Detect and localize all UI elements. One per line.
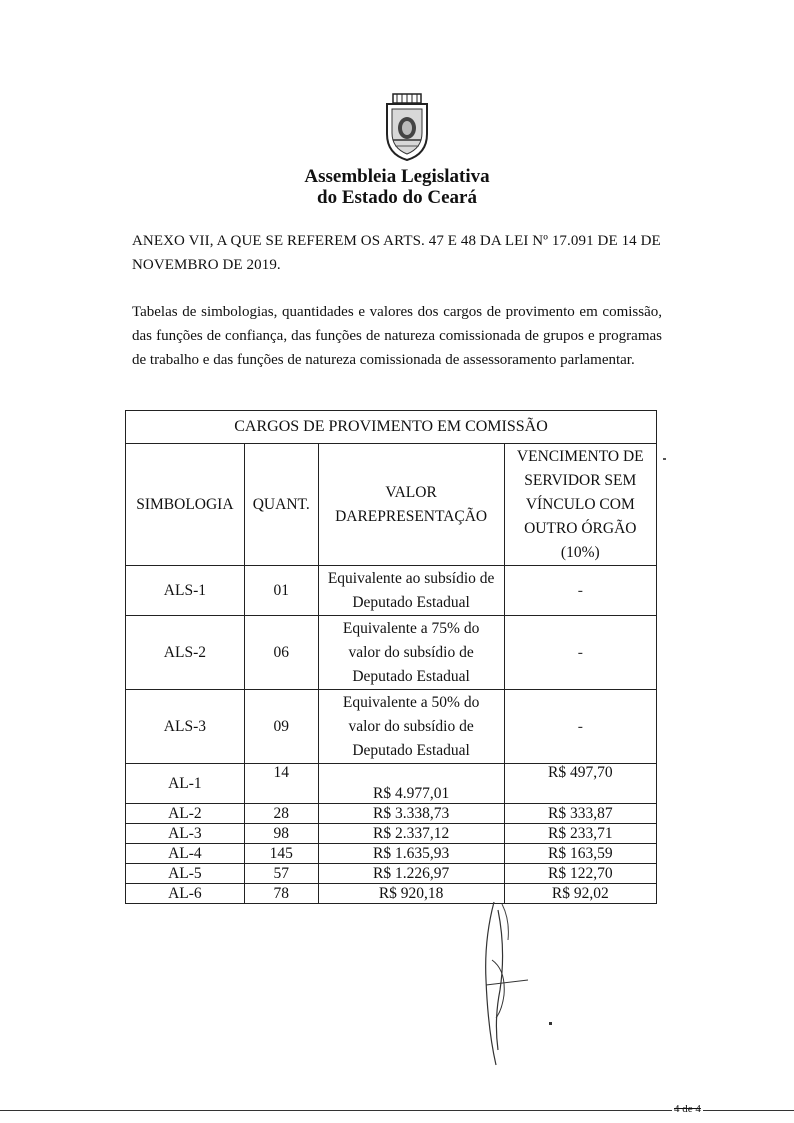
cell-valor: R$ 1.226,97 [318,864,504,884]
cell-simbologia: AL-3 [126,824,245,844]
col-header-vencimento: VENCIMENTO DE SERVIDOR SEM VÍNCULO COM OUTRO ÓRGÃO (10%) [504,444,656,566]
page-number: 4 de 4 [674,1103,701,1115]
cell-valor: Equivalente ao subsídio de Deputado Estadual [318,566,504,616]
cell-vencimento: - [504,566,656,616]
table-row [126,566,657,616]
cell-valor: Equivalente a 75% do valor do subsídio de Deputado Estadual [318,616,504,690]
cell-quant: 09 [244,690,318,764]
cell-vencimento: R$ 122,70 [504,864,656,884]
cell-quant: 145 [244,844,318,864]
cell-simbologia: AL-4 [126,844,245,864]
annex-title: ANEXO VII, A QUE SE REFEREM OS ARTS. 47 E 48 DA LEI Nº 17.091 DE 14 DE NOVEMBRO DE 2019. [132,233,661,273]
cell-quant: 01 [244,566,318,616]
org-name-line1: Assembleia Legislativa [304,166,490,187]
cell-simbologia: ALS-2 [126,616,245,690]
cell-quant: 14 [244,764,318,804]
cell-simbologia: AL-2 [126,804,245,824]
cell-vencimento: R$ 92,02 [504,884,656,904]
col-header-quant: QUANT. [244,444,318,566]
cell-vencimento: R$ 233,71 [504,824,656,844]
table-row [126,884,657,904]
table-row [126,804,657,824]
cell-valor: R$ 1.635,93 [318,844,504,864]
table-row [126,844,657,864]
cell-valor: R$ 2.337,12 [318,824,504,844]
cell-simbologia: AL-5 [126,864,245,884]
cell-vencimento: R$ 333,87 [504,804,656,824]
speck-mark [549,1022,552,1025]
coat-of-arms-icon [381,92,433,162]
cell-quant: 98 [244,824,318,844]
cell-valor: R$ 4.977,01 [318,764,504,804]
cell-simbologia: ALS-1 [126,566,245,616]
cell-quant: 78 [244,884,318,904]
cell-simbologia: AL-6 [126,884,245,904]
table-title: CARGOS DE PROVIMENTO EM COMISSÃO [126,411,657,444]
table-row [126,764,657,804]
col-header-valor: VALOR DAREPRESENTAÇÃO [318,444,504,566]
cell-simbologia: ALS-3 [126,690,245,764]
cell-simbologia: AL-1 [126,764,245,804]
cell-valor: R$ 920,18 [318,884,504,904]
cell-vencimento: - [504,616,656,690]
org-name-line2: do Estado do Ceará [317,187,477,208]
cell-vencimento: R$ 497,70 [504,764,656,804]
table-row [126,864,657,884]
table-row [126,616,657,690]
cell-vencimento: R$ 163,59 [504,844,656,864]
speck-mark [663,458,666,460]
cell-quant: 57 [244,864,318,884]
intro-paragraph: Tabelas de simbologias, quantidades e valores dos cargos de provimento em comissão, das funções de confiança, das funções de natureza comissionada de grupos e programas de trabalho e das funções de natureza comissionada de assessoramento parlamentar. [132,304,662,368]
signature-icon [466,900,546,1070]
table-row [126,690,657,764]
cell-valor: R$ 3.338,73 [318,804,504,824]
col-header-simbologia: SIMBOLOGIA [126,444,245,566]
positions-table [125,410,657,904]
table-row [126,824,657,844]
cell-quant: 28 [244,804,318,824]
cell-quant: 06 [244,616,318,690]
cell-vencimento: - [504,690,656,764]
cell-valor: Equivalente a 50% do valor do subsídio de Deputado Estadual [318,690,504,764]
